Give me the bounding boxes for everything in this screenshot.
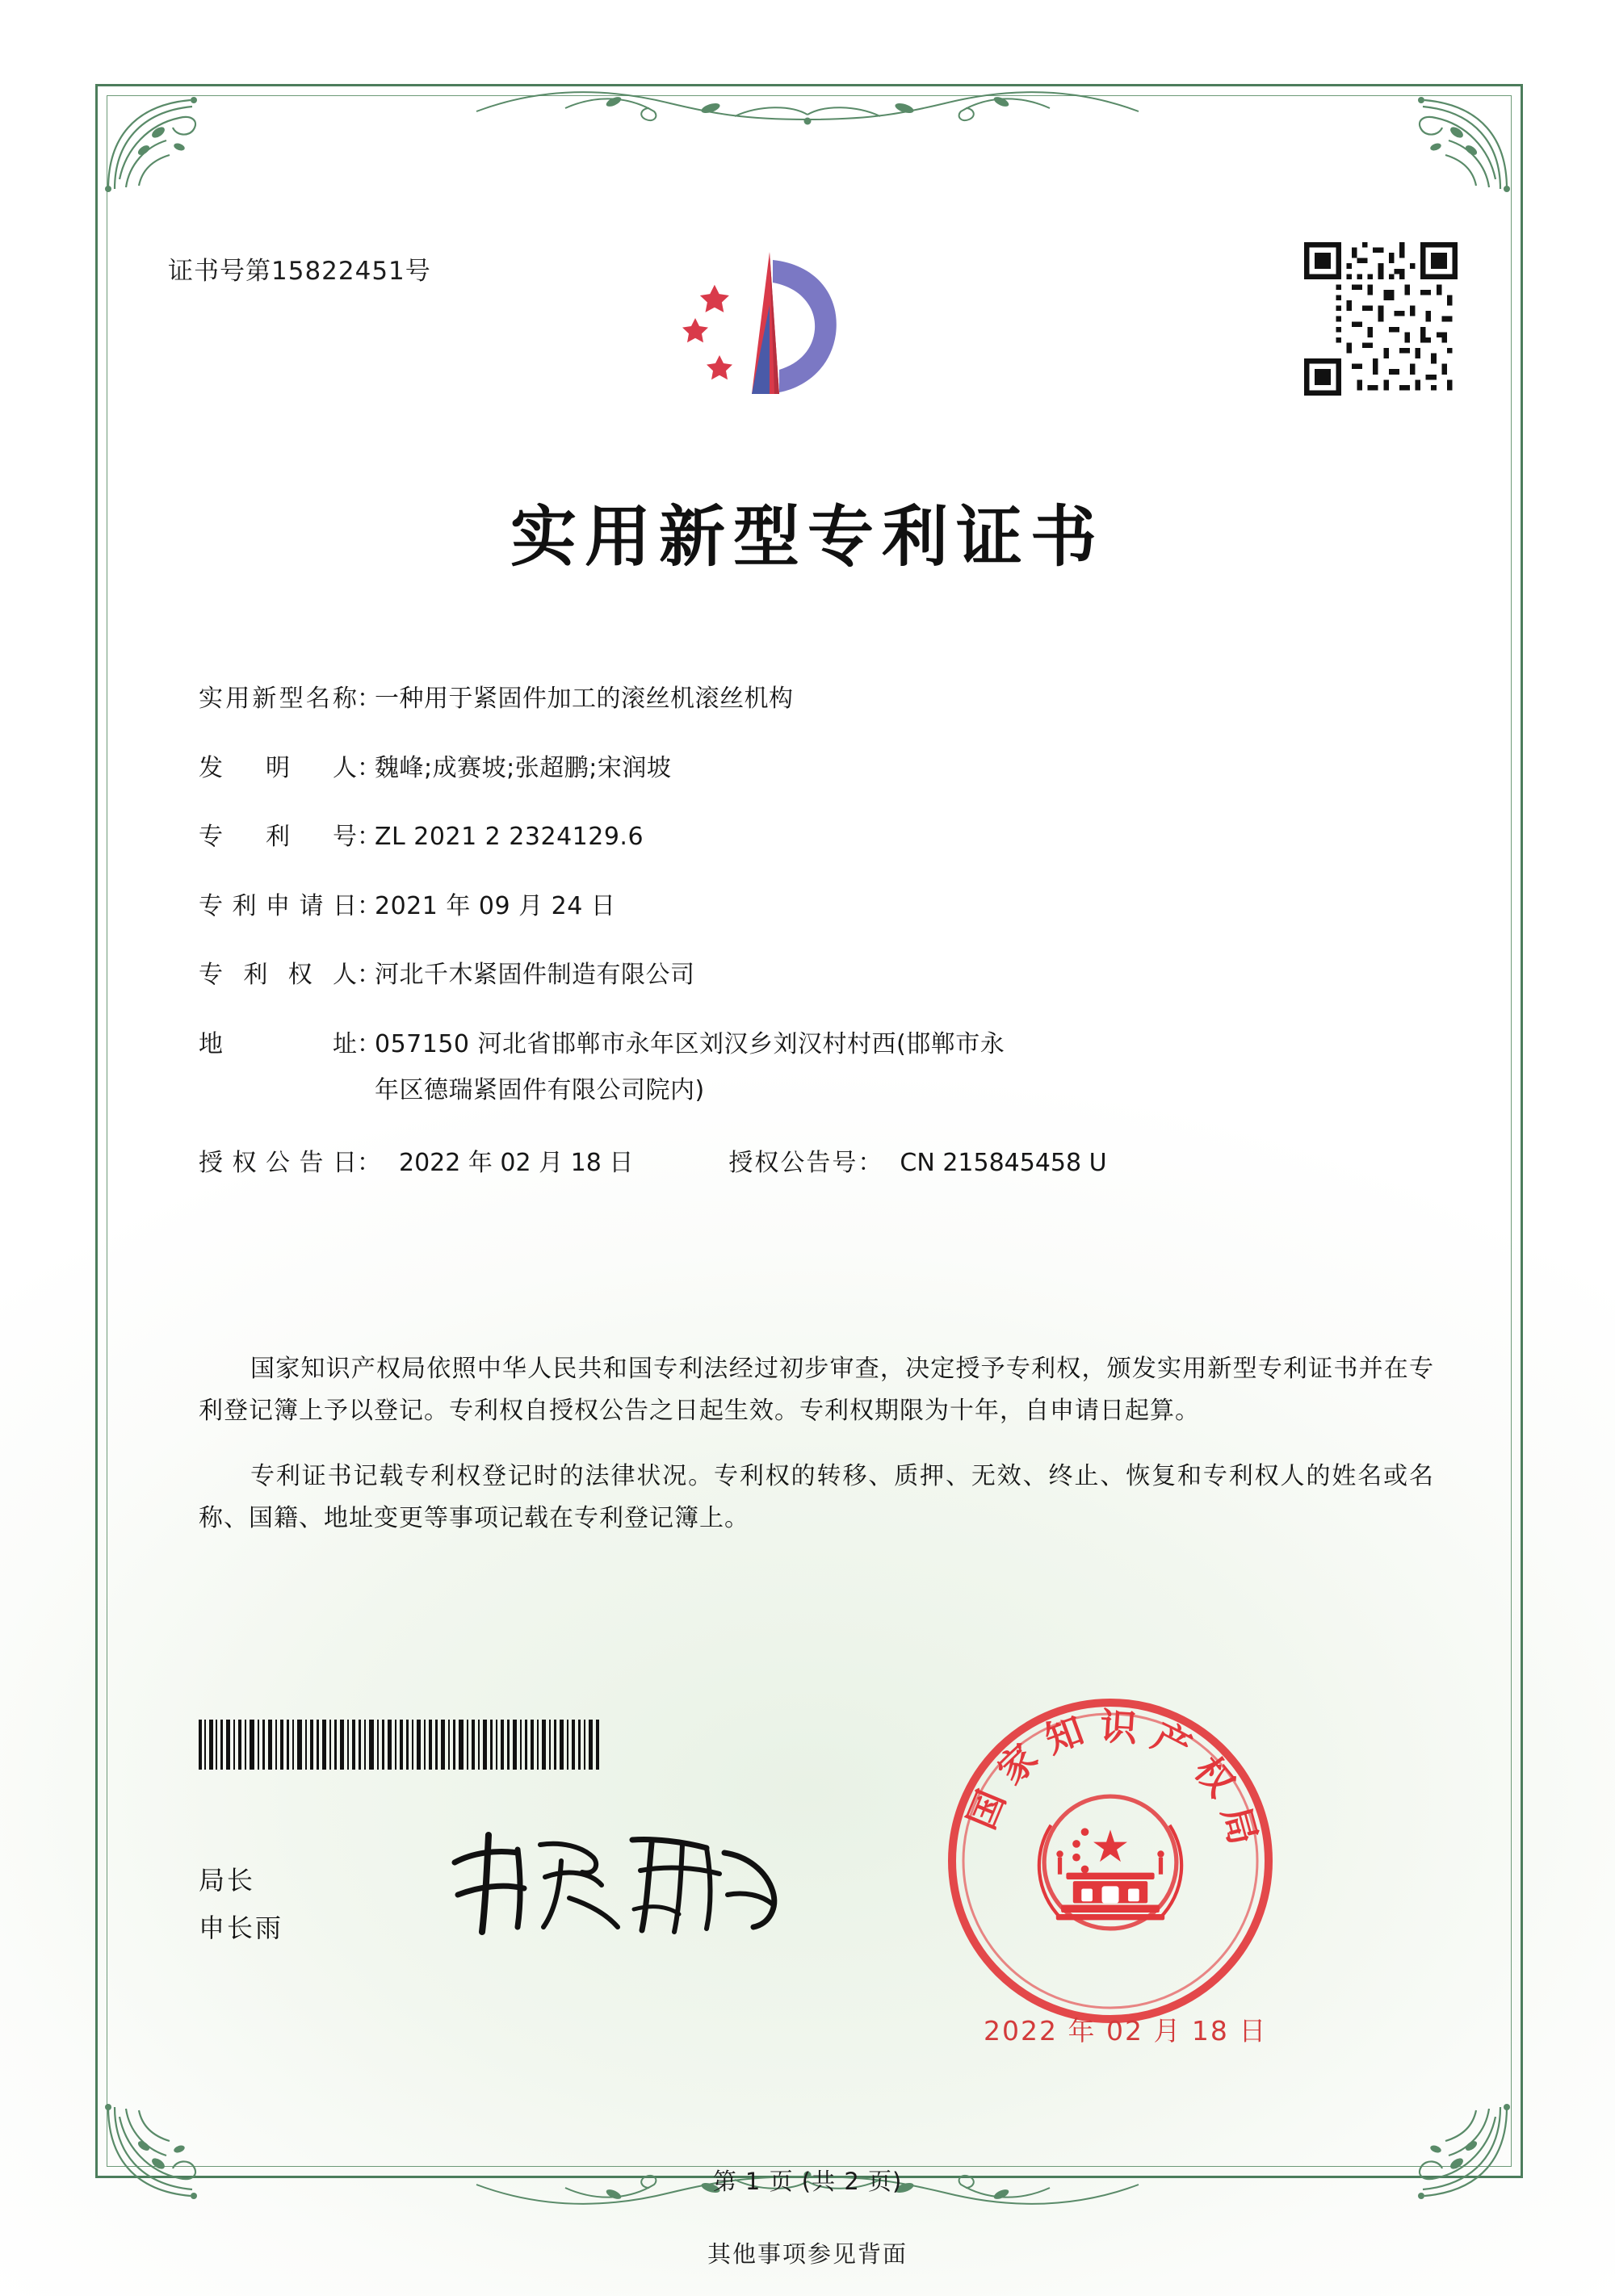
field-colon: ： <box>357 685 381 713</box>
field-label-inventors: 发 明 人 <box>199 753 357 782</box>
field-colon: ： <box>357 891 381 920</box>
field-label-grant-date: 授 权 公 告 日 <box>199 1149 357 1178</box>
field-colon: ： <box>357 823 381 852</box>
field-label-application-date: 专 利 申 请 日 <box>199 891 357 920</box>
field-value-inventors: 魏峰;成赛坡;张超鹏;宋润坡 <box>375 753 672 782</box>
field-list <box>199 682 1426 1178</box>
address-line-1: 057150 河北省邯郸市永年区刘汉乡刘汉村村西(邯郸市永 <box>375 1029 1005 1058</box>
field-value-patentee: 河北千木紧固件制造有限公司 <box>375 961 695 990</box>
svg-text:国 家 知 识 产 权 局: 国 家 知 识 产 权 局 <box>959 1703 1266 1850</box>
field-colon: ： <box>357 753 381 782</box>
seal-date: 2022 年 02 月 18 日 <box>984 2015 1268 2047</box>
footer-note: 其他事项参见背面 <box>707 2240 908 2268</box>
director-title-label: 局长 <box>199 1865 256 1896</box>
field-value-patent-number: ZL 2021 2 2324129.6 <box>375 823 644 852</box>
page-title: 实用新型专利证书 <box>510 499 1105 576</box>
field-label-patentee: 专 利 权 人 <box>199 961 357 990</box>
handwritten-signature-icon <box>440 1820 787 1942</box>
field-row-inventors <box>199 752 1426 786</box>
field-label-name: 实 用 新 型 名 称 <box>199 685 357 713</box>
field-row-address <box>199 1028 1426 1108</box>
address-line-2: 年区德瑞紧固件有限公司院内) <box>375 1075 705 1104</box>
field-row-patentee <box>199 958 1426 993</box>
paragraph-2: 专利证书记载专利权登记时的法律状况。专利权的转移、质押、无效、终止、恢复和专利权人的姓名或名称、国籍、地址变更等事项记载在专利登记簿上。 <box>199 1462 1434 1532</box>
field-value-address <box>375 1028 1426 1108</box>
certificate-number: 证书号第15822451号 <box>168 257 431 286</box>
field-label-grant-number: 授权公告号 <box>728 1149 858 1178</box>
page-number: 第 1 页 (共 2 页) <box>712 2168 903 2195</box>
field-row-grant <box>199 1142 1426 1178</box>
qr-code-icon <box>1304 242 1458 396</box>
vine-ornament-top <box>468 84 1147 140</box>
field-row-patent-number <box>199 820 1426 855</box>
field-colon: ： <box>357 961 381 990</box>
field-value-grant-number: CN 215845458 U <box>900 1149 1107 1178</box>
field-colon: ： <box>357 1029 381 1058</box>
official-red-seal-icon <box>941 1691 1280 2030</box>
barcode-icon <box>199 1720 602 1770</box>
director-name-label: 申长雨 <box>199 1913 284 1944</box>
field-label-address: 地 址 <box>199 1029 357 1058</box>
grant-number-colon: ： <box>858 1149 883 1178</box>
field-value-name: 一种用于紧固件加工的滚丝机滚丝机构 <box>375 685 794 713</box>
patent-office-emblem-icon <box>682 234 868 420</box>
field-value-application-date: 2021 年 09 月 24 日 <box>375 891 616 920</box>
legal-text-block <box>199 1324 1434 1552</box>
signature-labels <box>199 1857 283 1952</box>
field-row-name <box>199 682 1426 717</box>
field-label-patent-number: 专 利 号 <box>199 823 357 852</box>
paragraph-1: 国家知识产权局依照中华人民共和国专利法经过初步审查，决定授予专利权，颁发实用新型专利证书并在专利登记簿上予以登记。专利权自授权公告之日起生效。专利权期限为十年，自申请日起算。 <box>199 1355 1434 1425</box>
field-value-grant-date: 2022 年 02 月 18 日 <box>399 1149 634 1178</box>
grant-date-colon: ： <box>357 1149 381 1178</box>
field-row-application-date <box>199 890 1426 924</box>
